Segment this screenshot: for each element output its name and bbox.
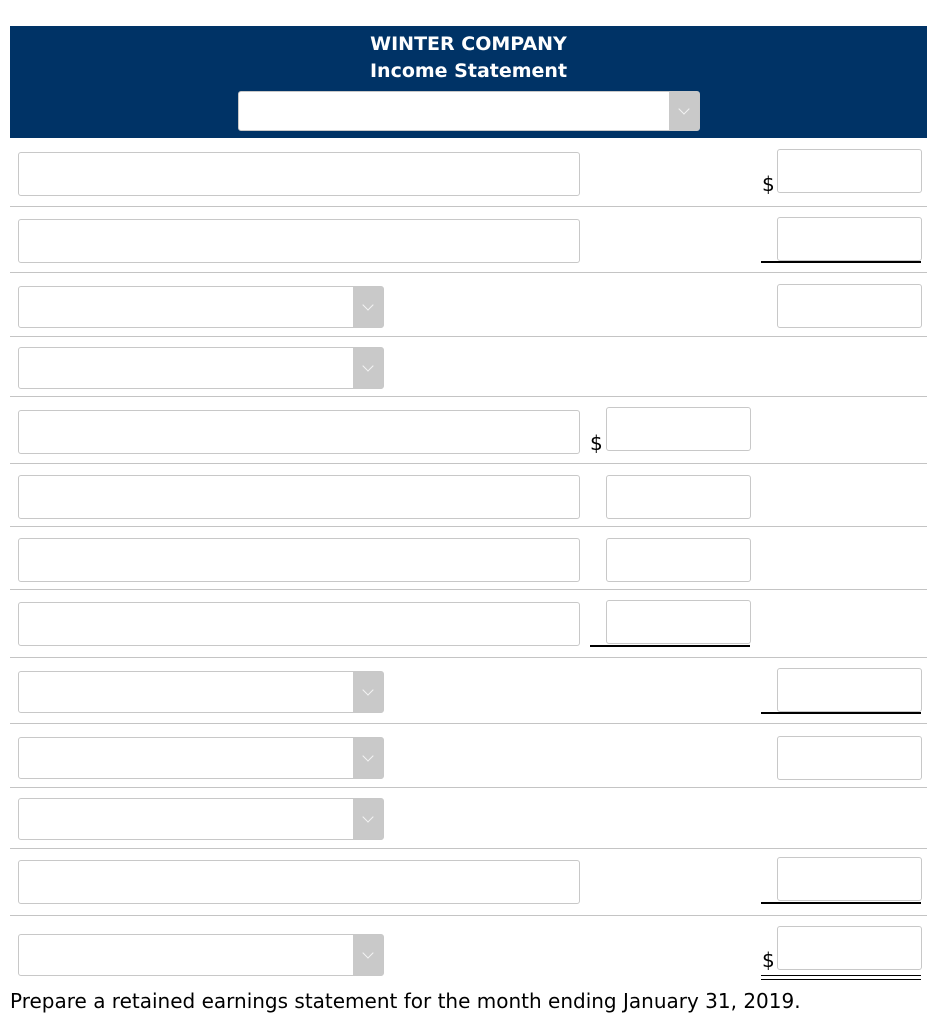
statement-header [10,26,927,138]
amount-input[interactable] [777,284,922,328]
chevron-down-icon [353,287,383,327]
statement-row-6 [10,464,927,527]
statement-row-10 [10,724,927,788]
statement-title: Income Statement [369,60,568,82]
account-name-input[interactable] [18,152,580,196]
amount-input[interactable] [777,149,922,193]
chevron-down-icon [353,799,383,839]
statement-row-5 [10,397,927,464]
currency-symbol: $ [762,948,775,972]
amount-input[interactable] [606,407,751,451]
statement-row-12 [10,849,927,916]
account-select[interactable] [18,934,384,976]
currency-symbol: $ [762,172,775,196]
account-name-input[interactable] [18,410,580,454]
total-underline [761,712,921,714]
company-name: WINTER COMPANY [370,33,567,55]
account-select[interactable] [18,798,384,840]
double-underline [761,975,921,980]
amount-input[interactable] [606,600,751,644]
period-select[interactable] [238,91,700,131]
amount-input[interactable] [606,538,751,582]
account-select[interactable] [18,347,384,389]
amount-input[interactable] [777,857,922,901]
total-underline [761,261,921,263]
chevron-down-icon [669,92,699,130]
chevron-down-icon [353,348,383,388]
account-select[interactable] [18,286,384,328]
account-select[interactable] [18,671,384,713]
chevron-down-icon [353,935,383,975]
statement-row-7 [10,527,927,590]
amount-input[interactable] [777,736,922,780]
account-name-input[interactable] [18,475,580,519]
statement-row-1 [10,138,927,207]
amount-input[interactable] [777,217,922,261]
statement-row-11 [10,788,927,849]
account-name-input[interactable] [18,860,580,904]
account-name-input[interactable] [18,219,580,263]
amount-input[interactable] [777,926,922,970]
statement-row-3 [10,273,927,337]
amount-input[interactable] [606,475,751,519]
amount-input[interactable] [777,668,922,712]
chevron-down-icon [353,738,383,778]
account-select[interactable] [18,737,384,779]
statement-row-13 [10,916,927,986]
statement-row-8 [10,590,927,658]
account-name-input[interactable] [18,602,580,646]
subtotal-underline [590,645,750,647]
instruction-text: Prepare a retained earnings statement for the month ending January 31, 2019. [10,989,801,1013]
statement-row-4 [10,337,927,397]
total-underline [761,902,921,904]
statement-row-9 [10,658,927,724]
chevron-down-icon [353,672,383,712]
account-name-input[interactable] [18,538,580,582]
currency-symbol: $ [590,431,603,455]
statement-row-2 [10,207,927,273]
